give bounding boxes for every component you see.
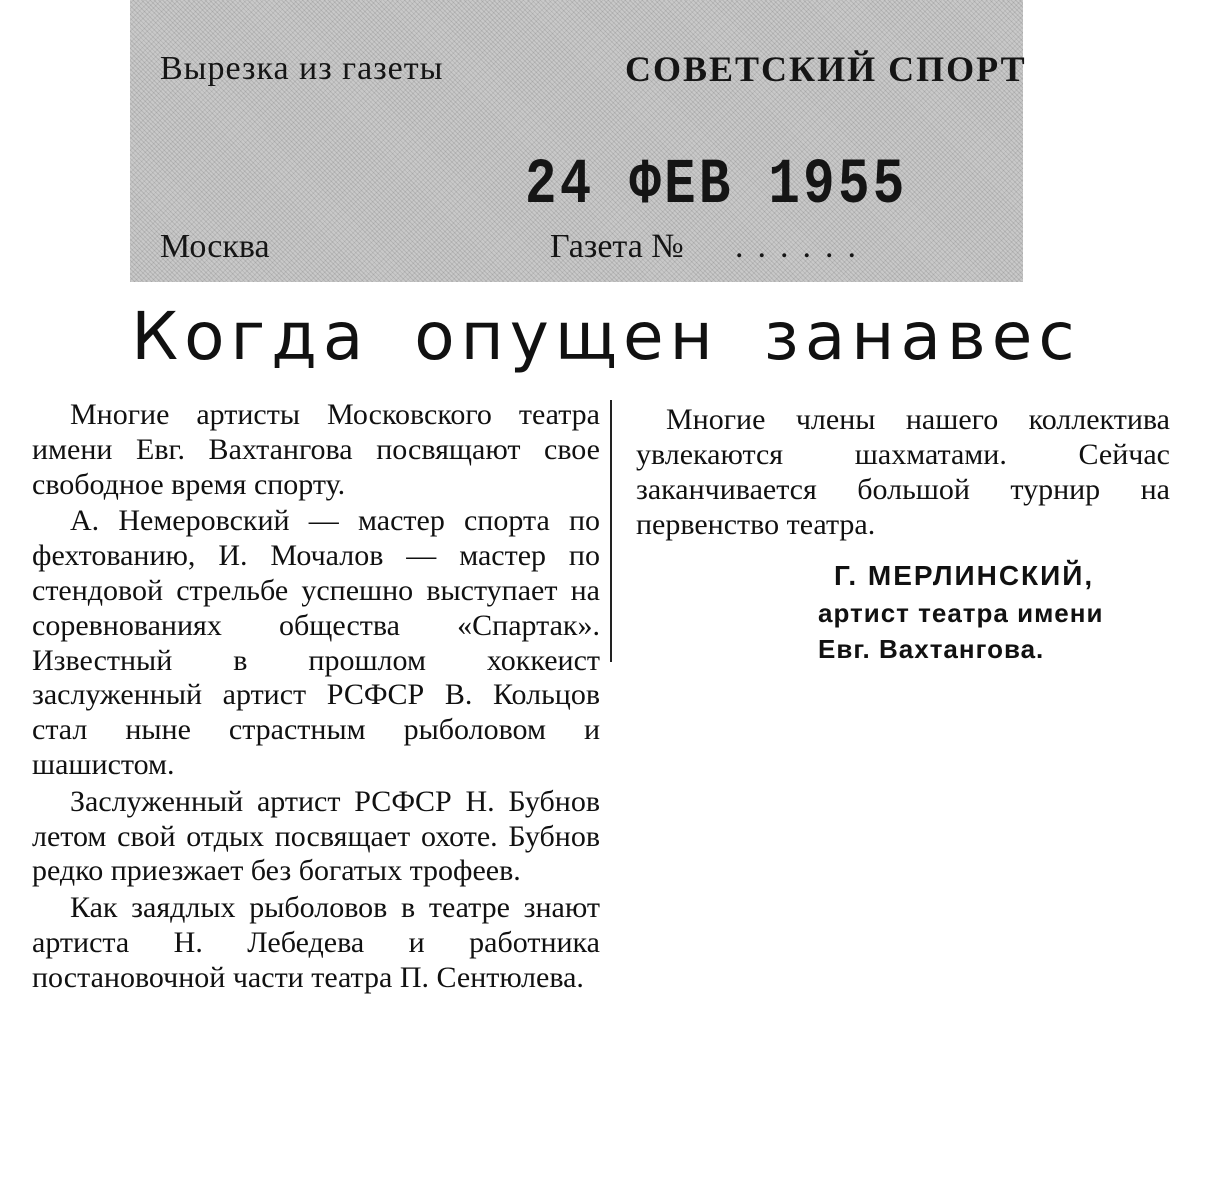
article-paragraph: А. Немеровский — мастер спорта по фехтованию, И. Мочалов — мастер по стендовой стрельбе успешно выступает на соревнованиях общества «Спартак». Известный в прошлом хоккеист заслуженный артист РСФСР В. Кольцов стал ныне страстным рыболовом и шашистом. [32,504,600,781]
clipping-label: Вырезка из газеты [160,50,444,87]
article-column-right [636,402,1170,542]
clipping-stamp [130,0,1027,282]
issue-label: Газета № [550,228,684,265]
article-paragraph: Многие члены нашего коллектива увлекаются шахматами. Сейчас заканчивается большой турнир на первенство театра. [636,403,1170,541]
newspaper-name: СОВЕТСКИЙ СПОРТ [625,49,1027,89]
author-role-theatre: Евг. Вахтангова. [818,634,1045,664]
article-column-left [32,398,600,998]
article-title: Когда опущен занавес [131,298,1081,375]
column-divider [610,400,612,662]
article-paragraph: Многие артисты Московского театра имени Евг. Вахтангова посвящают свое свободное время спорту. [32,398,600,501]
article-paragraph: Как заядлых рыболовов в театре знают артиста Н. Лебедева и работника постановочной части театра П. Сентюлева. [32,891,600,994]
stamp-city: Москва [160,228,270,265]
issue-number-dots: ...... [735,228,870,265]
author-role: артист театра имени [818,598,1104,628]
stamp-date: 24 ФЕВ 1955 [525,150,908,222]
author-name: Г. МЕРЛИНСКИЙ, [834,560,1095,591]
article-paragraph: Заслуженный артист РСФСР Н. Бубнов летом свой отдых посвящает охоте. Бубнов редко приезжает без богатых трофеев. [32,784,600,888]
